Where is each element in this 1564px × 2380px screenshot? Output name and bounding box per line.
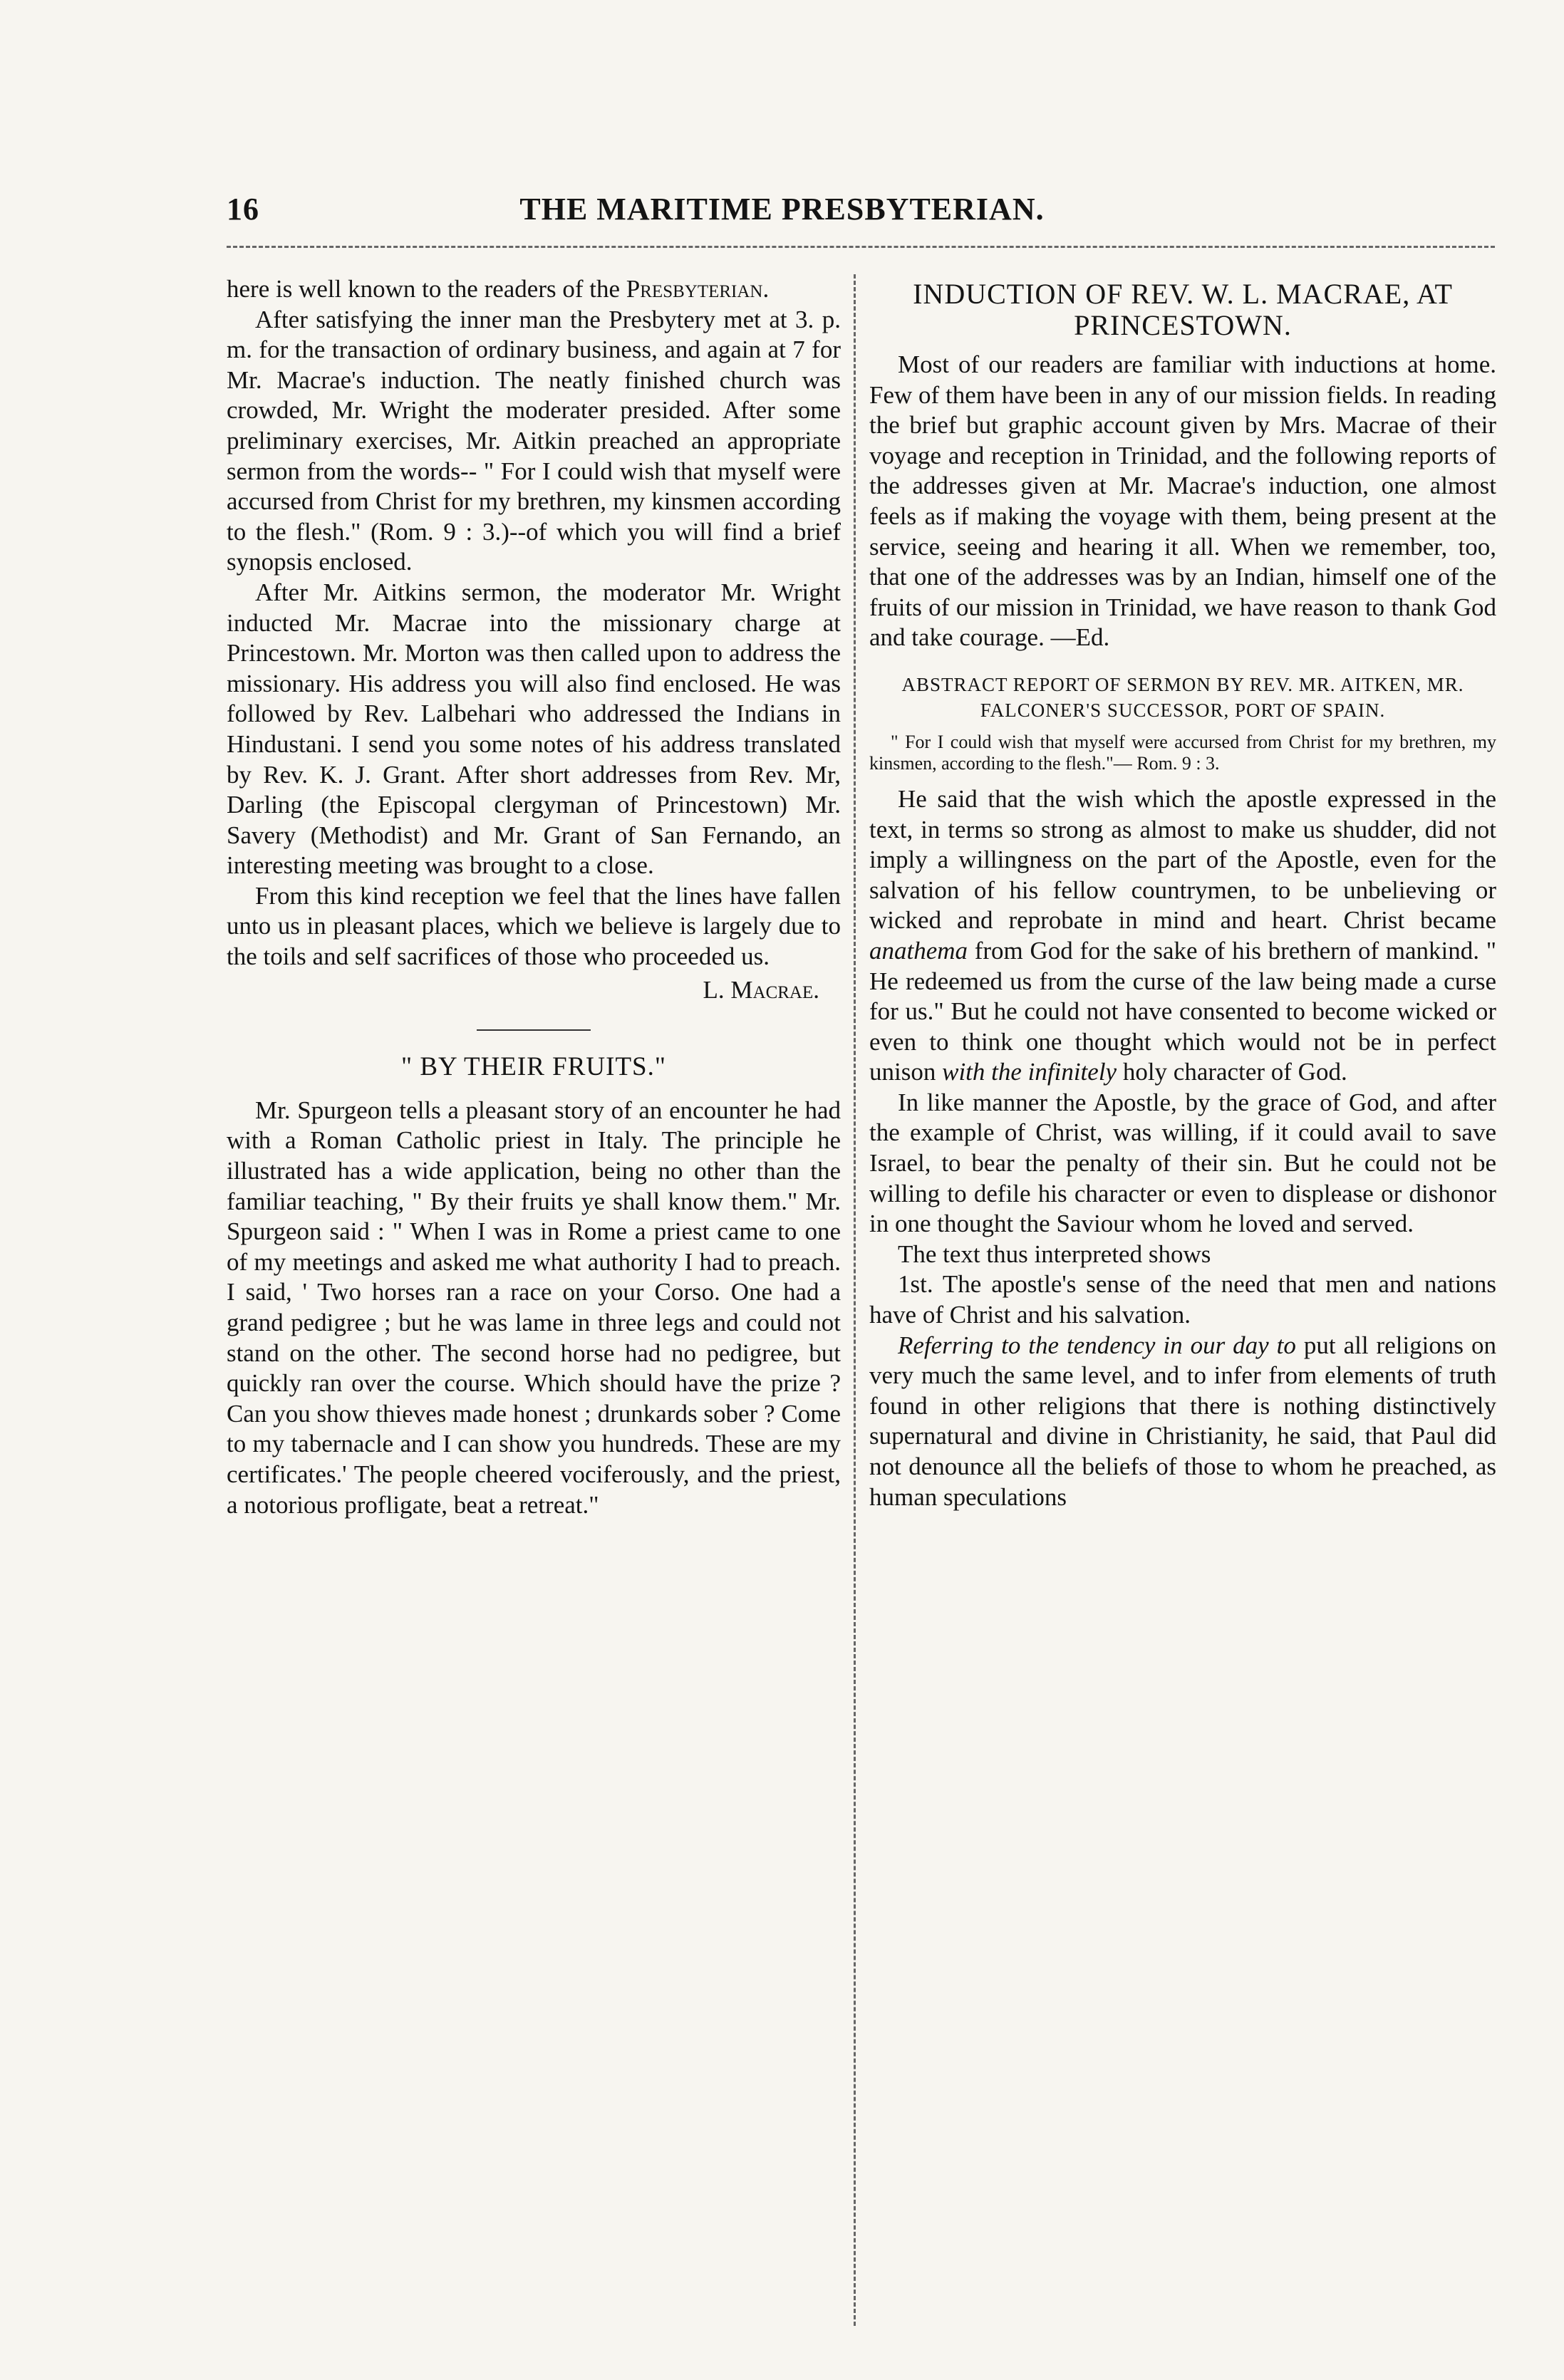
right-paragraph-2: [869, 784, 1496, 1088]
right-paragraph-4: The text thus interpreted shows: [898, 1240, 1211, 1268]
right-paragraph-5: 1st. The apostle's sense of the need that men and nations have of Christ and his salvation.: [869, 1270, 1496, 1329]
section-separator: [477, 1029, 591, 1031]
right-p2-part-c: holy character of God.: [1122, 1058, 1347, 1086]
induction-title: INDUCTION OF REV. W. L. MACRAE, AT PRINCESTOWN.: [913, 278, 1453, 341]
right-paragraph-3: In like manner the Apostle, by the grace of God, and after the example of Christ, was willing, if it could avail to save Israel, to bear the penalty of their sin. But he could not be willing to defile his character or even to displease or dishonor in one thought the Saviour whom he loved and served.: [869, 1088, 1496, 1238]
right-p1-text: Most of our readers are familiar with inductions at home. Few of them have been in any of our mission fields. In reading the brief but graphic account given by Mrs. Macrae of their voyage and reception in Trinidad, and the following reports of the addresses given at Mr. Macrae's induction, one almost feels as if making the voyage with them, being present at the service, seeing and hearing it all. When we remember, too, that one of the addresses was by an Indian, himself one of the fruits of our mission in Trinidad, we have reason to thank God and take courage.: [869, 350, 1496, 652]
left-column: [227, 274, 841, 2326]
right-p2-part-b: from God for the sake of his brethern of mankind. " He redeemed us from the curse of the law being made a curse for us." But he could not have consented to become wicked or even to think one thought which would not be in perfect unison: [869, 936, 1496, 1086]
right-paragraph-6: [869, 1331, 1496, 1513]
fruits-title: " BY THEIR FRUITS.": [401, 1052, 666, 1082]
signature: L. Macrae.: [703, 975, 819, 1004]
left-paragraph-3: After Mr. Aitkins sermon, the moderator Mr. Wright inducted Mr. Macrae into the missionary charge at Princestown. Mr. Morton was then called upon to address the missionary. His address you will also find enclosed. He was followed by Rev. Lalbehari who addressed the Indians in Hindustani. I send you some notes of his address translated by Rev. K. J. Grant. After short addresses from Rev. Mr, Darling (the Episcopal clergyman of Princestown) Mr. Savery (Methodist) and Mr. Grant of San Fernando, an interesting meeting was brought to a close.: [227, 578, 841, 880]
left-paragraph-4: From this kind reception we feel that the lines have fallen unto us in pleasant places, which we believe is largely due to the toils and self sacrifices of those who proceeded us.: [227, 881, 841, 971]
right-p2-emphasis: anathema: [869, 936, 968, 965]
right-p6-emphasis: Referring to the tendency in our day to: [898, 1331, 1296, 1359]
right-p6-text: put all religions on very much the same level, and to infer from elements of truth found in other religions that there is nothing distinctively supernatural and divine in Christianity, he said, that Paul did not denounce all the beliefs of those to whom he preached, as human speculations: [869, 1331, 1496, 1511]
abstract-heading: ABSTRACT REPORT OF SERMON BY REV. MR. AITKEN, MR. FALCONER'S SUCCESSOR, PORT OF SPAIN.: [901, 673, 1464, 721]
left-paragraph-5: Mr. Spurgeon tells a pleasant story of an encounter he had with a Roman Catholic priest in Italy. The principle he illustrated has a wide application, being no other than the familiar teaching, " By their fruits ye shall know them." Mr. Spurgeon said : " When I was in Rome a priest came to one of my meetings and asked me what authority I had to preach. I said, ' Two horses ran a race on your Corso. One had a grand pedigree ; but he was lame in three legs and could not stand on the other. The second horse had no pedigree, but quickly ran over the course. Which should have the prize ? Can you show thieves made honest ; drunkards sober ? Come to my tabernacle and I can show you hundreds. These are my certificates.' The people cheered vociferously, and the priest, a notorious profligate, beat a retreat.": [227, 1096, 841, 1519]
left-paragraph-1: [227, 274, 841, 305]
right-column: [869, 274, 1496, 2326]
left-paragraph-2: After satisfying the inner man the Presbytery met at 3. p. m. for the transaction of ordinary business, and again at 7 for Mr. Macrae's induction. The neatly finished church was crowded, Mr. Wright the moderater presided. After some preliminary exercises, Mr. Aitkin preached an appropriate sermon from the words-- " For I could wish that myself were accursed from Christ for my brethren, my kinsmen according to the flesh." (Rom. 9 : 3.)--of which you will find a brief synopsis enclosed.: [227, 305, 841, 576]
running-head: THE MARITIME PRESBYTERIAN.: [519, 192, 1045, 227]
right-p2-emphasis-2: with the infinitely: [942, 1058, 1117, 1086]
page-number: 16: [227, 192, 259, 227]
header-rule: [227, 246, 1495, 248]
editor-mark: —Ed.: [1050, 623, 1110, 652]
scripture-quote: " For I could wish that myself were accursed from Christ for my brethren, my kinsmen, according to the flesh."— Rom. 9 : 3.: [869, 731, 1496, 774]
left-p1-caps: Presbyterian.: [626, 275, 770, 303]
right-paragraph-1: [869, 350, 1496, 653]
column-divider: [854, 274, 856, 2326]
left-p1-text: here is well known to the readers of the: [227, 275, 621, 303]
right-p2-part-a: He said that the wish which the apostle expressed in the text, in terms so strong as almost to make us shudder, did not imply a willingness on the part of the Apostle, even for the salvation of his fellow countrymen, to be unbelieving or wicked and reprobate in mind and heart. Christ became: [869, 784, 1496, 935]
